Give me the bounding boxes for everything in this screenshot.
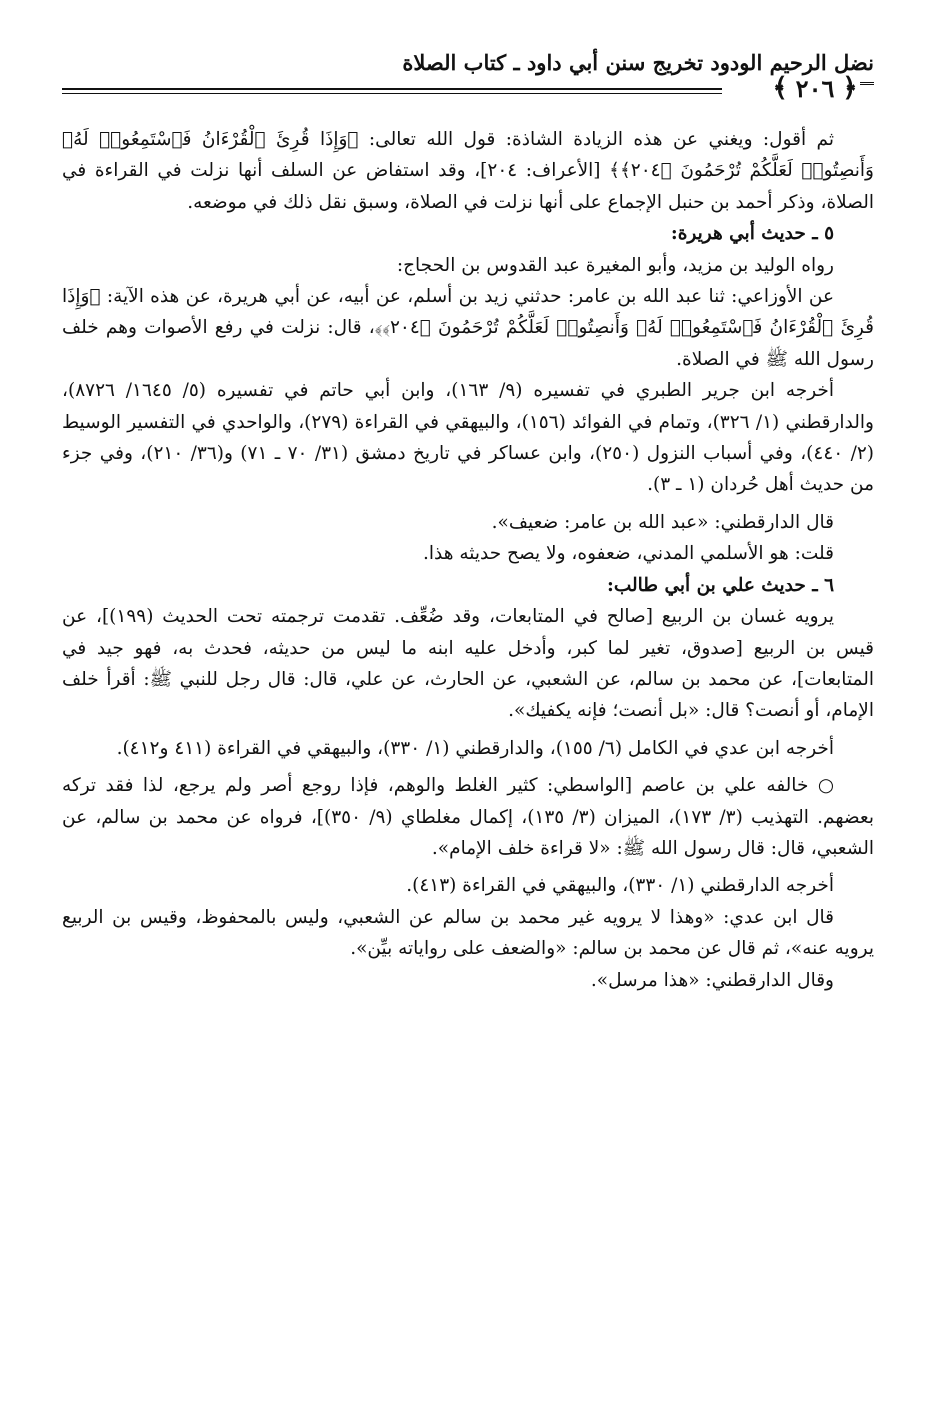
paragraph: أخرجه الدارقطني (١/ ٣٣٠)، والبيهقي في القراءة (٤١٣). (406, 875, 834, 897)
section-heading: ٦ ـ حديث علي بن أبي طالب: (607, 574, 834, 596)
page-body (62, 124, 874, 996)
ornament-bracket-icon: ﴿ (842, 73, 858, 103)
page-number: ٢٠٦ (795, 73, 835, 103)
page-number-ornament (770, 70, 860, 106)
header-dash (860, 82, 874, 85)
header-rule (62, 88, 722, 90)
paragraph: عن الأوزاعي: ثنا عبد الله بن عامر: حدثني زيد بن أسلم، عن أبيه، عن أبي هريرة، عن هذه الآية: ﴿وَإِذَا قُرِئَ ٱلْقُرْءَانُ فَٱسْتَمِعُوا۟ لَهُۥ وَأَنصِتُوا۟ لَعَلَّكُمْ تُرْحَمُونَ ﴿٢٠٤﴾﴾، قال: نزلت في رفع الأصوات وهم خلف رسول الله ﷺ في الصلاة. (62, 286, 874, 370)
paragraph: ○ خالفه علي بن عاصم [الواسطي: كثير الغلط والوهم، فإذا روجع أصر ولم يرجع، لذا فقد تركه بعضهم. التهذيب (٣/ ١٧٣)، الميزان (٣/ ١٣٥)، إكمال مغلطاي (٩/ ٣٥٠)]، فرواه عن محمد بن سالم، عن الشعبي، قال: قال رسول الله ﷺ: «لا قراءة خلف الإمام». (62, 775, 874, 859)
section-heading: ٥ ـ حديث أبي هريرة: (670, 223, 834, 245)
paragraph: أخرجه ابن عدي في الكامل (٦/ ١٥٥)، والدارقطني (١/ ٣٣٠)، والبيهقي في القراءة (٤١١ و٤١٢). (116, 737, 834, 759)
paragraph: قال الدارقطني: «عبد الله بن عامر: ضعيف». (491, 511, 834, 533)
paragraph: قلت: هو الأسلمي المدني، ضعفوه، ولا يصح حديثه هذا. (423, 543, 834, 565)
header-rule-thin (62, 93, 722, 94)
paragraph: قال ابن عدي: «وهذا لا يرويه غير محمد بن سالم عن الشعبي، وليس بالمحفوظ، وقيس بن الربيع يرويه عنه»، ثم قال عن محمد بن سالم: «والضعف على رواياته بيِّن». (62, 906, 874, 960)
running-title: نضل الرحيم الودود تخريج سنن أبي داود ـ كتاب الصلاة (402, 50, 874, 75)
paragraph: يرويه غسان بن الربيع [صالح في المتابعات، وقد ضُعِّف. تقدمت ترجمته تحت الحديث (١٩٩)]، عن قيس بن الربيع [صدوق، تغير لما كبر، وأدخل عليه ابنه ما ليس من حديثه، فحدث به، فهو جيد في المتابعات]، عن محمد بن سالم، عن الشعبي، عن الحارث، عن علي، قال: قال رجل للنبي ﷺ: أقرأ خلف الإمام، أو أنصت؟ قال: «بل أنصت؛ فإنه يكفيك». (62, 606, 874, 722)
paragraph: وقال الدارقطني: «هذا مرسل». (590, 969, 834, 991)
ornament-bracket-icon: ﴾ (772, 73, 788, 103)
paragraph: ثم أقول: ويغني عن هذه الزيادة الشاذة: قول الله تعالى: ﴿وَإِذَا قُرِئَ ٱلْقُرْءَانُ فَٱسْتَمِعُوا۟ لَهُۥ وَأَنصِتُوا۟ لَعَلَّكُمْ تُرْحَمُونَ ﴿٢٠٤﴾﴾ [الأعراف: ٢٠٤]، وقد استفاض عن السلف أنها نزلت في القراءة في الصلاة، وذكر أحمد بن حنبل الإجماع على أنها نزلت في الصلاة، وسبق نقل ذلك في موضعه. (62, 129, 874, 213)
paragraph: رواه الوليد بن مزيد، وأبو المغيرة عبد القدوس بن الحجاج: (396, 254, 834, 276)
paragraph: أخرجه ابن جرير الطبري في تفسيره (٩/ ١٦٣)، وابن أبي حاتم في تفسيره (٥/ ١٦٤٥/ ٨٧٢٦)، والدارقطني (١/ ٣٢٦)، وتمام في الفوائد (١٥٦)، والبيهقي في القراءة (٢٧٩)، والواحدي في التفسير الوسيط (٢/ ٤٤٠)، وفي أسباب النزول (٢٥٠)، وابن عساكر في تاريخ دمشق (٣١/ ٧٠ ـ ٧١) و(٣٦/ ٢١٠)، وفي جزء من حديث أهل حُردان (١ ـ ٣). (62, 380, 874, 496)
running-header (62, 44, 874, 103)
